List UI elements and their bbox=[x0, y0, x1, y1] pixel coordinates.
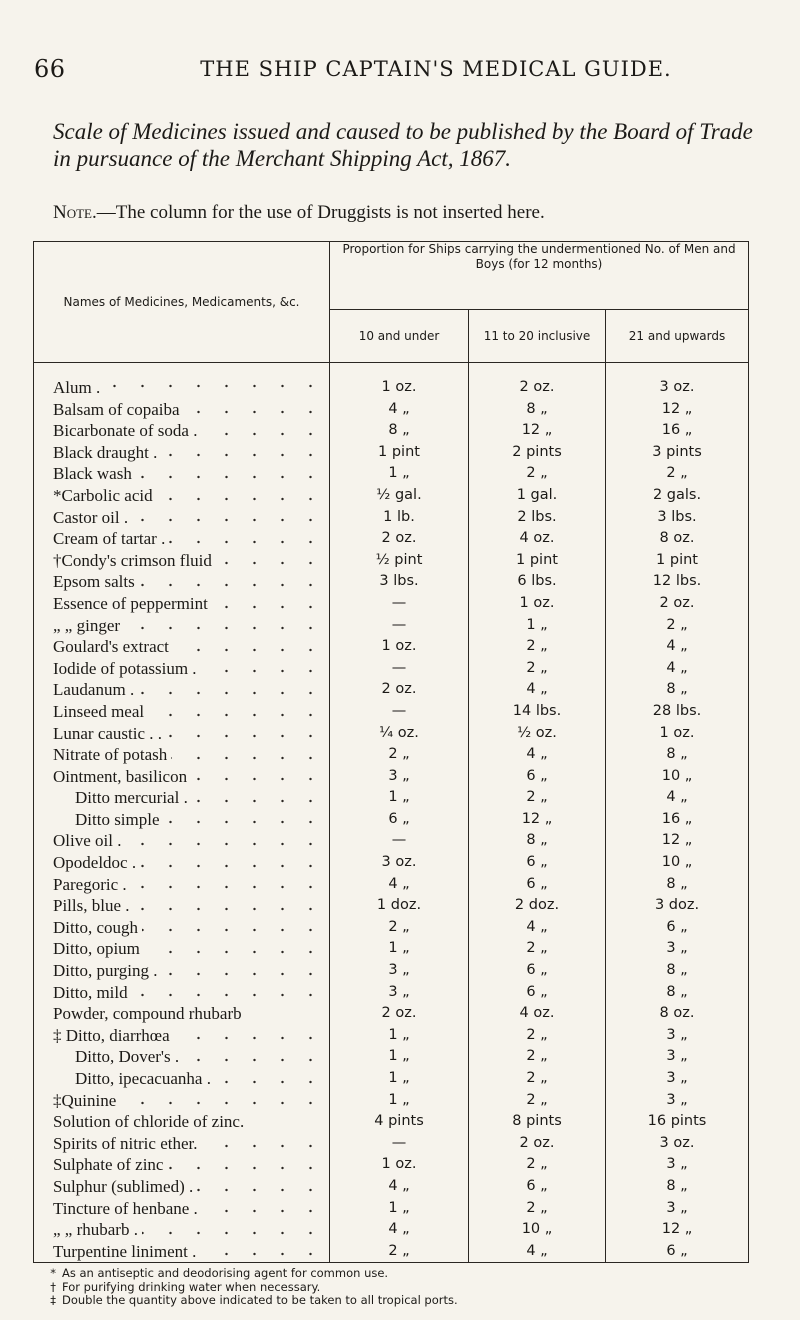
medicine-name: Paregoric . bbox=[53, 875, 131, 894]
medicine-name: Opodeldoc . bbox=[53, 853, 140, 872]
footnotes bbox=[46, 1267, 766, 1308]
qty-11-to-20: ½ oz. bbox=[469, 723, 606, 745]
qty-10-and-under: 4 „ bbox=[330, 1176, 469, 1198]
table-row bbox=[34, 874, 749, 896]
qty-10-and-under: 8 „ bbox=[330, 420, 469, 442]
qty-11-to-20: 4 „ bbox=[469, 917, 606, 939]
medicine-name-cell bbox=[34, 1046, 330, 1068]
medicine-name-cell bbox=[34, 485, 330, 507]
qty-11-to-20: 12 „ bbox=[469, 809, 606, 831]
qty-11-to-20: 6 „ bbox=[469, 852, 606, 874]
qty-21-and-upwards: 2 oz. bbox=[606, 593, 749, 615]
medicine-name: Laudanum . bbox=[53, 680, 138, 699]
medicine-name: Ditto, cough bbox=[53, 918, 142, 937]
medicine-name: Alum . bbox=[53, 378, 104, 397]
qty-10-and-under: 1 „ bbox=[330, 1198, 469, 1220]
qty-10-and-under: 3 „ bbox=[330, 982, 469, 1004]
medicine-name-cell bbox=[34, 1068, 330, 1090]
qty-10-and-under: 3 oz. bbox=[330, 852, 469, 874]
medicine-name-cell bbox=[34, 766, 330, 788]
medicine-name: Ditto, Dover's . bbox=[53, 1047, 183, 1066]
medicine-name: Black draught . bbox=[53, 443, 161, 462]
table-row bbox=[34, 787, 749, 809]
qty-21-and-upwards: 8 oz. bbox=[606, 528, 749, 550]
qty-11-to-20: 6 lbs. bbox=[469, 571, 606, 593]
medicine-name: ‡ Ditto, diarrhœa bbox=[53, 1026, 174, 1045]
medicine-name-cell bbox=[34, 1176, 330, 1198]
medicine-name-cell bbox=[34, 507, 330, 529]
medicine-name: Essence of peppermint bbox=[53, 594, 212, 613]
qty-10-and-under: 1 „ bbox=[330, 787, 469, 809]
qty-21-and-upwards: 12 „ bbox=[606, 830, 749, 852]
qty-10-and-under: 1 „ bbox=[330, 463, 469, 485]
table-row bbox=[34, 1090, 749, 1112]
qty-21-and-upwards: 3 doz. bbox=[606, 895, 749, 917]
qty-10-and-under: 3 „ bbox=[330, 960, 469, 982]
qty-11-to-20: 1 „ bbox=[469, 615, 606, 637]
medicine-name: Tincture of henbane . bbox=[53, 1199, 202, 1218]
table-row bbox=[34, 1198, 749, 1220]
qty-21-and-upwards: 8 oz. bbox=[606, 1003, 749, 1025]
medicine-name-cell bbox=[34, 636, 330, 658]
table-row bbox=[34, 636, 749, 658]
medicine-name-cell bbox=[34, 852, 330, 874]
qty-21-and-upwards: 28 lbs. bbox=[606, 701, 749, 723]
footnote-text: Double the quantity above indicated to be taken to all tropical ports. bbox=[62, 1293, 458, 1307]
qty-11-to-20: 6 „ bbox=[469, 874, 606, 896]
medicine-name: Cream of tartar . bbox=[53, 529, 169, 548]
qty-10-and-under: 1 „ bbox=[330, 938, 469, 960]
qty-11-to-20: 10 „ bbox=[469, 1219, 606, 1241]
medicine-name: Iodide of potassium . bbox=[53, 659, 201, 678]
medicine-name: Castor oil . bbox=[53, 508, 132, 527]
qty-10-and-under: 1 oz. bbox=[330, 363, 469, 399]
qty-10-and-under: 1 „ bbox=[330, 1090, 469, 1112]
table-row bbox=[34, 442, 749, 464]
scale-title: Scale of Medicines issued and caused to be published by the Board of Trade in pursuance of the Merchant Shipping Act, 1867. bbox=[53, 119, 753, 171]
qty-10-and-under: — bbox=[330, 830, 469, 852]
medicine-name: *Carbolic acid bbox=[53, 486, 157, 505]
qty-21-and-upwards: 3 oz. bbox=[606, 1133, 749, 1155]
medicine-name: Pills, blue . bbox=[53, 896, 134, 915]
table-row bbox=[34, 1003, 749, 1025]
medicine-name-cell bbox=[34, 982, 330, 1004]
qty-21-and-upwards: 10 „ bbox=[606, 852, 749, 874]
column-header-21-and-upwards: 21 and upwards bbox=[606, 310, 749, 363]
page-header bbox=[34, 55, 774, 95]
footnote-mark: * bbox=[50, 1266, 56, 1280]
medicine-name: Linseed meal bbox=[53, 702, 148, 721]
qty-11-to-20: 6 „ bbox=[469, 982, 606, 1004]
qty-10-and-under: 1 „ bbox=[330, 1068, 469, 1090]
qty-21-and-upwards: 12 lbs. bbox=[606, 571, 749, 593]
qty-21-and-upwards: 3 „ bbox=[606, 1025, 749, 1047]
medicine-name-cell bbox=[34, 1090, 330, 1112]
names-column-header: Names of Medicines, Medicaments, &c. bbox=[34, 242, 330, 363]
medicine-name: Powder, compound rhubarb bbox=[53, 1004, 246, 1023]
qty-21-and-upwards: 8 „ bbox=[606, 960, 749, 982]
qty-21-and-upwards: 3 „ bbox=[606, 1046, 749, 1068]
medicine-name: Lunar caustic . . bbox=[53, 724, 166, 743]
qty-21-and-upwards: 3 „ bbox=[606, 1154, 749, 1176]
qty-11-to-20: 2 doz. bbox=[469, 895, 606, 917]
qty-11-to-20: 6 „ bbox=[469, 766, 606, 788]
medicine-name: Ditto, opium bbox=[53, 939, 144, 958]
note-text: —The column for the use of Druggists is not inserted here. bbox=[96, 202, 545, 223]
qty-10-and-under: 2 oz. bbox=[330, 679, 469, 701]
medicine-name-cell bbox=[34, 679, 330, 701]
qty-10-and-under: — bbox=[330, 1133, 469, 1155]
table-row bbox=[34, 399, 749, 421]
running-title: THE SHIP CAPTAIN'S MEDICAL GUIDE. bbox=[200, 57, 672, 81]
medicine-name-cell bbox=[34, 701, 330, 723]
footnote-mark: ‡ bbox=[50, 1293, 56, 1307]
medicine-name-cell bbox=[34, 363, 330, 399]
qty-10-and-under: 1 „ bbox=[330, 1046, 469, 1068]
qty-11-to-20: 2 „ bbox=[469, 1025, 606, 1047]
qty-21-and-upwards: 12 „ bbox=[606, 399, 749, 421]
medicine-name: †Condy's crimson fluid bbox=[53, 551, 216, 570]
qty-10-and-under: — bbox=[330, 615, 469, 637]
table-row bbox=[34, 917, 749, 939]
medicine-name: Ointment, basilicon bbox=[53, 767, 191, 786]
footnote-mark: † bbox=[50, 1279, 56, 1294]
qty-11-to-20: 8 „ bbox=[469, 399, 606, 421]
medicine-name: Ditto, mild bbox=[53, 983, 132, 1002]
qty-21-and-upwards: 4 „ bbox=[606, 636, 749, 658]
qty-11-to-20: 2 oz. bbox=[469, 363, 606, 399]
table-row bbox=[34, 363, 749, 399]
medicine-name-cell bbox=[34, 1133, 330, 1155]
qty-10-and-under: 2 oz. bbox=[330, 528, 469, 550]
medicine-name-cell bbox=[34, 658, 330, 680]
qty-21-and-upwards: 2 „ bbox=[606, 463, 749, 485]
qty-11-to-20: 12 „ bbox=[469, 420, 606, 442]
medicine-name-cell bbox=[34, 615, 330, 637]
qty-10-and-under: 1 oz. bbox=[330, 1154, 469, 1176]
medicine-name: Sulphate of zinc bbox=[53, 1155, 167, 1174]
table-row bbox=[34, 679, 749, 701]
qty-10-and-under: — bbox=[330, 658, 469, 680]
medicine-name-cell bbox=[34, 1241, 330, 1263]
table-row bbox=[34, 1046, 749, 1068]
medicine-name-cell bbox=[34, 463, 330, 485]
medicine-name: Balsam of copaiba bbox=[53, 400, 184, 419]
table-row bbox=[34, 571, 749, 593]
qty-10-and-under: 4 „ bbox=[330, 1219, 469, 1241]
medicine-name: Ditto, purging . bbox=[53, 961, 162, 980]
medicine-name-cell bbox=[34, 917, 330, 939]
qty-11-to-20: 4 „ bbox=[469, 1241, 606, 1263]
medicine-name-cell bbox=[34, 830, 330, 852]
qty-11-to-20: 1 oz. bbox=[469, 593, 606, 615]
table-row bbox=[34, 1219, 749, 1241]
table-row bbox=[34, 1133, 749, 1155]
table-row bbox=[34, 1068, 749, 1090]
medicine-name: Solution of chloride of zinc. bbox=[53, 1112, 248, 1131]
qty-11-to-20: 2 „ bbox=[469, 636, 606, 658]
footnote-text: For purifying drinking water when necessary. bbox=[62, 1279, 321, 1294]
footnote bbox=[46, 1294, 766, 1308]
medicine-name: Black wash bbox=[53, 464, 136, 483]
qty-11-to-20: 14 lbs. bbox=[469, 701, 606, 723]
table-row bbox=[34, 895, 749, 917]
qty-11-to-20: 1 pint bbox=[469, 550, 606, 572]
table-row bbox=[34, 485, 749, 507]
qty-21-and-upwards: 3 „ bbox=[606, 1198, 749, 1220]
qty-10-and-under: — bbox=[330, 593, 469, 615]
medicine-name-cell bbox=[34, 1219, 330, 1241]
qty-11-to-20: 2 „ bbox=[469, 463, 606, 485]
medicine-name: Sulphur (sublimed) . bbox=[53, 1177, 197, 1196]
table-body bbox=[34, 363, 749, 1263]
medicine-name: Turpentine liniment . bbox=[53, 1242, 200, 1261]
qty-21-and-upwards: 8 „ bbox=[606, 744, 749, 766]
qty-11-to-20: 4 oz. bbox=[469, 528, 606, 550]
table-row bbox=[34, 982, 749, 1004]
medicine-name-cell bbox=[34, 1111, 330, 1133]
medicine-name-cell bbox=[34, 1198, 330, 1220]
table-row bbox=[34, 1241, 749, 1263]
proportion-group-header: Proportion for Ships carrying the undermentioned No. of Men and Boys (for 12 months) bbox=[330, 242, 749, 310]
table-row bbox=[34, 1111, 749, 1133]
qty-21-and-upwards: 3 „ bbox=[606, 1068, 749, 1090]
table-row bbox=[34, 1025, 749, 1047]
qty-10-and-under: 3 „ bbox=[330, 766, 469, 788]
qty-11-to-20: 2 pints bbox=[469, 442, 606, 464]
table-row bbox=[34, 550, 749, 572]
medicine-name: Ditto, ipecacuanha . bbox=[53, 1069, 215, 1088]
qty-21-and-upwards: 3 „ bbox=[606, 938, 749, 960]
table-row bbox=[34, 830, 749, 852]
qty-21-and-upwards: 3 lbs. bbox=[606, 507, 749, 529]
qty-10-and-under: 6 „ bbox=[330, 809, 469, 831]
column-header-10-and-under: 10 and under bbox=[330, 310, 469, 363]
column-header-11-to-20: 11 to 20 inclusive bbox=[469, 310, 606, 363]
qty-11-to-20: 2 lbs. bbox=[469, 507, 606, 529]
table-row bbox=[34, 528, 749, 550]
qty-21-and-upwards: 8 „ bbox=[606, 1176, 749, 1198]
qty-11-to-20: 4 „ bbox=[469, 679, 606, 701]
qty-21-and-upwards: 4 „ bbox=[606, 787, 749, 809]
medicine-name: Olive oil . bbox=[53, 831, 125, 850]
medicine-name: Ditto simple bbox=[53, 810, 164, 829]
medicine-name: Goulard's extract bbox=[53, 637, 173, 656]
qty-10-and-under: 1 doz. bbox=[330, 895, 469, 917]
qty-10-and-under: 1 lb. bbox=[330, 507, 469, 529]
qty-21-and-upwards: 16 „ bbox=[606, 420, 749, 442]
qty-21-and-upwards: 8 „ bbox=[606, 679, 749, 701]
qty-10-and-under: 2 „ bbox=[330, 917, 469, 939]
qty-21-and-upwards: 1 pint bbox=[606, 550, 749, 572]
table-row bbox=[34, 960, 749, 982]
table-row bbox=[34, 420, 749, 442]
medicine-name-cell bbox=[34, 442, 330, 464]
qty-10-and-under: 2 „ bbox=[330, 744, 469, 766]
qty-21-and-upwards: 4 „ bbox=[606, 658, 749, 680]
qty-10-and-under: 3 lbs. bbox=[330, 571, 469, 593]
qty-10-and-under: 1 „ bbox=[330, 1025, 469, 1047]
qty-21-and-upwards: 16 pints bbox=[606, 1111, 749, 1133]
qty-10-and-under: 1 oz. bbox=[330, 636, 469, 658]
qty-10-and-under: ½ gal. bbox=[330, 485, 469, 507]
qty-10-and-under: 4 „ bbox=[330, 399, 469, 421]
qty-21-and-upwards: 6 „ bbox=[606, 917, 749, 939]
medicine-name-cell bbox=[34, 723, 330, 745]
qty-11-to-20: 2 „ bbox=[469, 1154, 606, 1176]
footnote-text: As an antiseptic and deodorising agent for common use. bbox=[62, 1266, 389, 1280]
note bbox=[53, 202, 773, 224]
qty-10-and-under: ½ pint bbox=[330, 550, 469, 572]
table-row bbox=[34, 701, 749, 723]
medicine-name-cell bbox=[34, 787, 330, 809]
medicine-name-cell bbox=[34, 550, 330, 572]
qty-11-to-20: 4 oz. bbox=[469, 1003, 606, 1025]
page-number: 66 bbox=[34, 55, 66, 83]
medicine-name-cell bbox=[34, 1025, 330, 1047]
medicine-name-cell bbox=[34, 744, 330, 766]
qty-21-and-upwards: 12 „ bbox=[606, 1219, 749, 1241]
qty-11-to-20: 2 „ bbox=[469, 938, 606, 960]
table-row bbox=[34, 852, 749, 874]
medicine-name-cell bbox=[34, 420, 330, 442]
medicine-name: „ „ ginger bbox=[53, 616, 124, 635]
medicine-name: „ „ rhubarb . bbox=[53, 1220, 142, 1239]
qty-11-to-20: 2 „ bbox=[469, 1068, 606, 1090]
medicine-name-cell bbox=[34, 399, 330, 421]
medicine-name-cell bbox=[34, 938, 330, 960]
medicine-name: Spirits of nitric ether. bbox=[53, 1134, 201, 1153]
qty-11-to-20: 4 „ bbox=[469, 744, 606, 766]
qty-10-and-under: 2 „ bbox=[330, 1241, 469, 1263]
medicine-name-cell bbox=[34, 895, 330, 917]
table-row bbox=[34, 766, 749, 788]
qty-11-to-20: 6 „ bbox=[469, 960, 606, 982]
table-row bbox=[34, 463, 749, 485]
footnote bbox=[46, 1267, 766, 1281]
table-row bbox=[34, 938, 749, 960]
table-row bbox=[34, 658, 749, 680]
qty-11-to-20: 8 „ bbox=[469, 830, 606, 852]
table-row bbox=[34, 507, 749, 529]
qty-11-to-20: 2 „ bbox=[469, 658, 606, 680]
qty-11-to-20: 2 „ bbox=[469, 787, 606, 809]
medicine-name: Bicarbonate of soda . bbox=[53, 421, 201, 440]
medicine-name-cell bbox=[34, 1003, 330, 1025]
qty-21-and-upwards: 8 „ bbox=[606, 982, 749, 1004]
medicine-name-cell bbox=[34, 874, 330, 896]
medicine-scale-table bbox=[33, 241, 749, 1263]
qty-21-and-upwards: 2 „ bbox=[606, 615, 749, 637]
qty-21-and-upwards: 2 gals. bbox=[606, 485, 749, 507]
qty-10-and-under: 1 pint bbox=[330, 442, 469, 464]
qty-11-to-20: 6 „ bbox=[469, 1176, 606, 1198]
medicine-name: ‡Quinine bbox=[53, 1091, 120, 1110]
qty-10-and-under: 2 oz. bbox=[330, 1003, 469, 1025]
qty-21-and-upwards: 16 „ bbox=[606, 809, 749, 831]
qty-21-and-upwards: 3 oz. bbox=[606, 363, 749, 399]
footnote bbox=[46, 1281, 766, 1295]
qty-11-to-20: 1 gal. bbox=[469, 485, 606, 507]
qty-10-and-under: 4 pints bbox=[330, 1111, 469, 1133]
table-row bbox=[34, 1176, 749, 1198]
qty-11-to-20: 2 „ bbox=[469, 1090, 606, 1112]
qty-11-to-20: 2 „ bbox=[469, 1046, 606, 1068]
medicine-name: Ditto mercurial . bbox=[53, 788, 192, 807]
medicine-name-cell bbox=[34, 960, 330, 982]
qty-21-and-upwards: 3 pints bbox=[606, 442, 749, 464]
medicine-name-cell bbox=[34, 1154, 330, 1176]
medicine-name-cell bbox=[34, 593, 330, 615]
table-row bbox=[34, 723, 749, 745]
medicine-name-cell bbox=[34, 571, 330, 593]
qty-21-and-upwards: 10 „ bbox=[606, 766, 749, 788]
table-row bbox=[34, 615, 749, 637]
qty-21-and-upwards: 3 „ bbox=[606, 1090, 749, 1112]
medicine-name-cell bbox=[34, 809, 330, 831]
qty-10-and-under: 4 „ bbox=[330, 874, 469, 896]
qty-11-to-20: 2 „ bbox=[469, 1198, 606, 1220]
table-row bbox=[34, 593, 749, 615]
table-row bbox=[34, 744, 749, 766]
qty-11-to-20: 2 oz. bbox=[469, 1133, 606, 1155]
table-row bbox=[34, 809, 749, 831]
qty-10-and-under: ¼ oz. bbox=[330, 723, 469, 745]
qty-10-and-under: — bbox=[330, 701, 469, 723]
qty-21-and-upwards: 1 oz. bbox=[606, 723, 749, 745]
qty-11-to-20: 8 pints bbox=[469, 1111, 606, 1133]
medicine-name: Epsom salts bbox=[53, 572, 139, 591]
medicine-name: Nitrate of potash bbox=[53, 745, 171, 764]
table-row bbox=[34, 1154, 749, 1176]
note-lead: Note. bbox=[53, 202, 97, 223]
qty-21-and-upwards: 8 „ bbox=[606, 874, 749, 896]
qty-21-and-upwards: 6 „ bbox=[606, 1241, 749, 1263]
medicine-name-cell bbox=[34, 528, 330, 550]
